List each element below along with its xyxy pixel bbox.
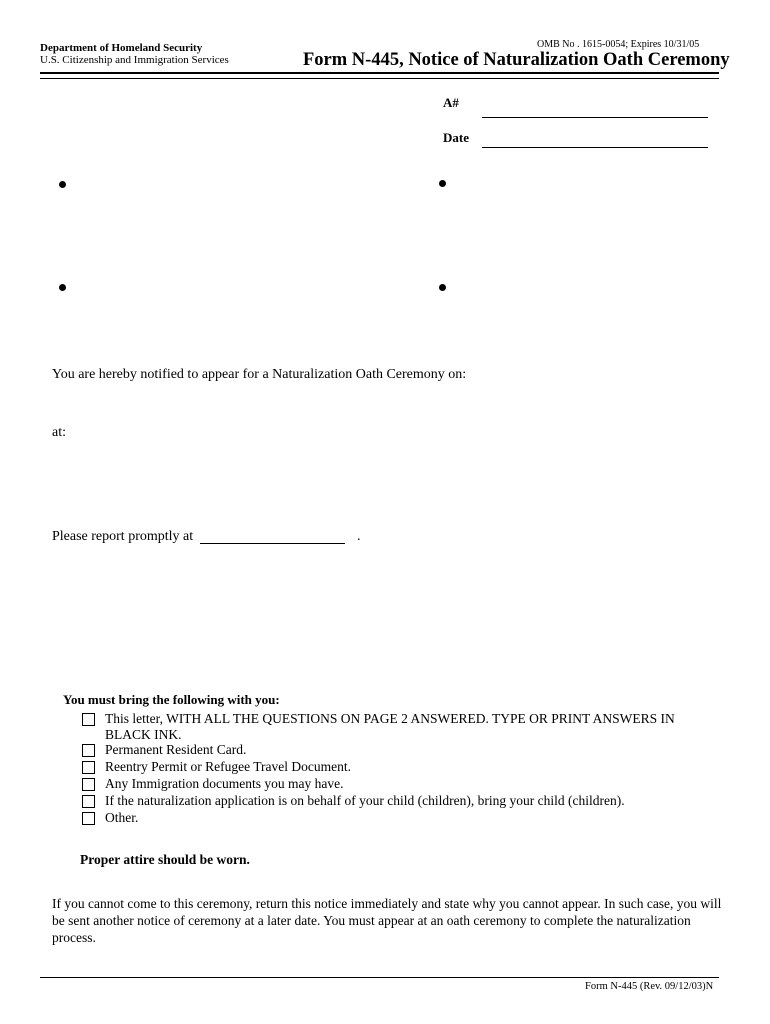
form-revision: Form N-445 (Rev. 09/12/03)N	[585, 981, 714, 992]
checklist-item-label: If the naturalization application is on behalf of your child (children), bring your child (children).	[105, 793, 625, 808]
checklist-heading: You must bring the following with you:	[63, 692, 280, 707]
checklist-item-label: Other.	[105, 810, 139, 825]
checkbox[interactable]	[82, 812, 95, 825]
checklist-item-label: Reentry Permit or Refugee Travel Document.	[105, 759, 351, 774]
form-title: Form N-445, Notice of Naturalization Oath Ceremony	[303, 50, 730, 70]
a-number-field[interactable]	[482, 117, 708, 118]
checklist-item-label: This letter, WITH ALL THE QUESTIONS ON PAGE 2 ANSWERED. TYPE OR PRINT ANSWERS IN BLACK INK.	[105, 711, 675, 742]
report-period: .	[357, 529, 361, 544]
omb-number: OMB No . 1615-0054; Expires 10/31/05	[537, 39, 700, 50]
report-time-field[interactable]	[200, 543, 345, 544]
report-time-label: Please report promptly at	[52, 529, 194, 544]
address-bullet-icon	[439, 284, 446, 291]
header-divider	[40, 72, 719, 74]
checkbox[interactable]	[82, 761, 95, 774]
checkbox[interactable]	[82, 713, 95, 726]
agency-name: U.S. Citizenship and Immigration Services	[40, 54, 229, 66]
attire-note: Proper attire should be worn.	[80, 852, 250, 867]
checkbox[interactable]	[82, 795, 95, 808]
footer-divider	[40, 977, 719, 978]
a-number-label: A#	[443, 95, 459, 110]
address-bullet-icon	[439, 180, 446, 187]
location-label: at:	[52, 425, 66, 440]
department-name: Department of Homeland Security	[40, 42, 203, 54]
checklist-item-label: Any Immigration documents you may have.	[105, 776, 344, 791]
address-bullet-icon	[59, 284, 66, 291]
checklist-item-label: Permanent Resident Card.	[105, 742, 247, 757]
closing-paragraph: If you cannot come to this ceremony, return this notice immediately and state why you cannot appear. In such case, you will be sent another notice of ceremony at a later date. You must appear at an oath ceremony to complete the naturalization process.	[52, 896, 722, 945]
date-label: Date	[443, 130, 469, 145]
address-bullet-icon	[59, 181, 66, 188]
checkbox[interactable]	[82, 778, 95, 791]
date-field[interactable]	[482, 147, 708, 148]
header-divider-thin	[40, 78, 719, 79]
checkbox[interactable]	[82, 744, 95, 757]
ceremony-notice-text: You are hereby notified to appear for a Naturalization Oath Ceremony on:	[52, 367, 467, 382]
